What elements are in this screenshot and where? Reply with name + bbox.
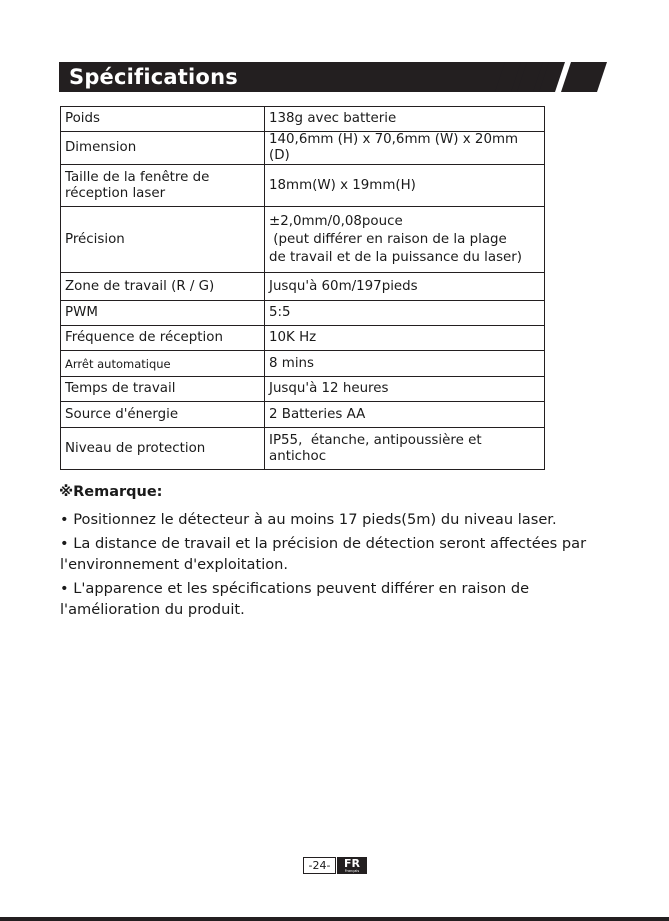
stripe-1 bbox=[495, 62, 521, 92]
spec-value: Jusqu'à 12 heures bbox=[265, 377, 545, 402]
table-row bbox=[61, 132, 545, 165]
page-number: -24- bbox=[303, 857, 336, 874]
table-row bbox=[61, 377, 545, 402]
spec-value: 10K Hz bbox=[265, 326, 545, 351]
spec-label: Poids bbox=[61, 107, 265, 132]
stripe-2 bbox=[517, 62, 543, 92]
table-row bbox=[61, 301, 545, 326]
table-row bbox=[61, 107, 545, 132]
spec-value-line: ±2,0mm/0,08pouce bbox=[269, 213, 403, 229]
spec-label: Dimension bbox=[61, 132, 265, 165]
remark-item: • Positionnez le détecteur à au moins 17 pieds(5m) du niveau laser. bbox=[60, 511, 557, 528]
remark-notes bbox=[60, 509, 590, 623]
stripe-3 bbox=[539, 62, 565, 92]
spec-value: 5:5 bbox=[265, 301, 545, 326]
spec-value: 18mm(W) x 19mm(H) bbox=[265, 165, 545, 207]
decorative-stripes-icon bbox=[0, 0, 669, 100]
remark-heading: ※Remarque: bbox=[59, 484, 163, 500]
spec-value: 8 mins bbox=[265, 351, 545, 377]
bottom-divider bbox=[0, 917, 669, 921]
table-row bbox=[61, 207, 545, 273]
spec-value bbox=[265, 207, 545, 273]
spec-value-line: IP55, étanche, antipoussière et bbox=[269, 432, 482, 448]
spec-label: Précision bbox=[61, 207, 265, 273]
specifications-table bbox=[60, 106, 545, 470]
spec-label: Temps de travail bbox=[61, 377, 265, 402]
remark-item: • L'apparence et les spécifications peuvent différer en raison de l'amélioration du produit. bbox=[60, 580, 530, 618]
remark-item: • La distance de travail et la précision de détection seront affectées par l'environnement d'exploitation. bbox=[60, 535, 587, 573]
spec-value-line: (peut différer en raison de la plage bbox=[269, 231, 507, 247]
spec-label: Arrêt automatique bbox=[61, 351, 265, 377]
language-name: Français bbox=[344, 869, 360, 873]
spec-value: 138g avec batterie bbox=[265, 107, 545, 132]
spec-value-line: antichoc bbox=[269, 448, 327, 464]
spec-label-line: réception laser bbox=[65, 185, 166, 201]
spec-value: 140,6mm (H) x 70,6mm (W) x 20mm (D) bbox=[265, 132, 545, 165]
language-code: FR bbox=[344, 857, 360, 870]
table-row bbox=[61, 428, 545, 470]
spec-label: Fréquence de réception bbox=[61, 326, 265, 351]
spec-label-line: Taille de la fenêtre de bbox=[65, 169, 210, 185]
spec-value: 2 Batteries AA bbox=[265, 402, 545, 428]
language-badge bbox=[337, 857, 367, 874]
section-title: Spécifications bbox=[69, 65, 238, 89]
spec-label: Niveau de protection bbox=[61, 428, 265, 470]
table-row bbox=[61, 402, 545, 428]
table-row bbox=[61, 351, 545, 377]
spec-value bbox=[265, 428, 545, 470]
spec-label: Source d'énergie bbox=[61, 402, 265, 428]
spec-value: Jusqu'à 60m/197pieds bbox=[265, 273, 545, 301]
spec-label bbox=[61, 165, 265, 207]
spec-label: PWM bbox=[61, 301, 265, 326]
stripe-4 bbox=[561, 62, 607, 92]
spec-label: Zone de travail (R / G) bbox=[61, 273, 265, 301]
spec-value-line: de travail et de la puissance du laser) bbox=[269, 249, 523, 265]
table-row bbox=[61, 273, 545, 301]
table-row bbox=[61, 165, 545, 207]
table-row bbox=[61, 326, 545, 351]
